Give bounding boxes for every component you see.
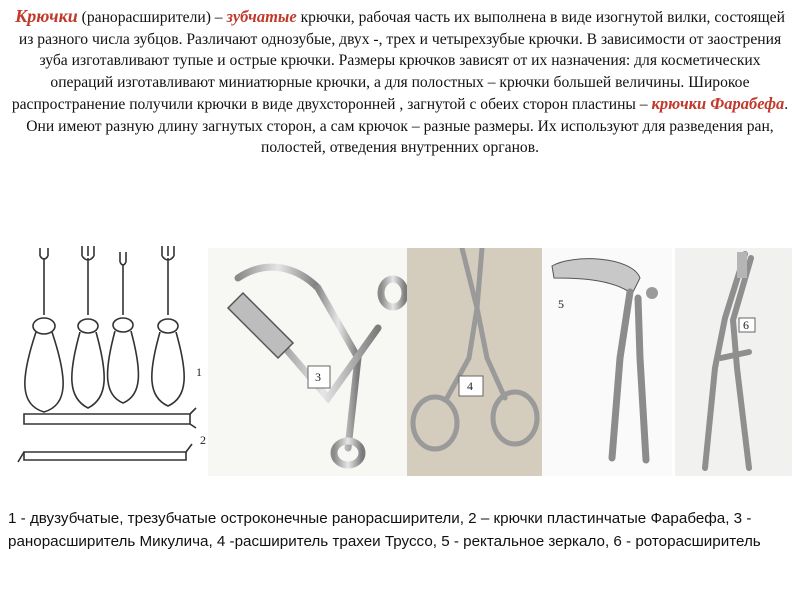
intro-paragraph xyxy=(8,6,792,159)
intro-emphasis-farabeuf: крючки Фарабефа xyxy=(651,94,785,113)
intro-emphasis-toothed: зубчатые xyxy=(226,7,297,26)
photo-rectal-speculum xyxy=(542,248,672,476)
intro-text-2: крючки, рабочая часть их выполнена в виде изогнутой вилки, состоящей из разного числа зубцов. Различают однозубые, двух -, трех и четырехзубые крючки. В зависимости от заострения зуба изготавливают тупые и острые крючки. Размеры крючков зависят от их назначения: для косметических операций изготавливают миниатюрные крючки, а для полостных – крючки большей величины. Широкое распространение получили крючки в виде двухсторонней , загнутой с обеих сторон пластины – xyxy=(11,9,785,113)
drawing-hooks-farabeuf xyxy=(10,240,210,480)
speculum-illustration xyxy=(542,248,672,476)
figure-caption: 1 - двузубчатые, трезубчатые остроконечные ранорасширители, 2 – крючки пластинчатые Фарабефа, 3 - ранорасширитель Микулича, 4 -расширитель трахеи Труссо, 5 - ректальное зеркало, 6 - роторасширитель xyxy=(8,510,761,550)
photo-mikulicz-retractor xyxy=(208,248,408,476)
page-title: Крючки xyxy=(15,6,78,26)
dilator-illustration xyxy=(407,248,542,476)
label-5: 5 xyxy=(558,297,564,311)
label-3: 3 xyxy=(315,370,321,384)
photo-trousseau-dilator xyxy=(407,248,542,476)
mouth-gag-illustration xyxy=(675,248,792,476)
photo-mouth-gag xyxy=(675,248,792,476)
retractor-illustration xyxy=(208,248,408,476)
hooks-line-drawing xyxy=(10,240,210,480)
intro-text-1: (ранорасширители) – xyxy=(77,9,227,26)
label-1: 1 xyxy=(196,365,202,379)
intro-text-3: . Они имеют разную длину загнутых сторон, а сам крючок – разные размеры. Их используют для разведения ран, полостей, отведения внутренних органов. xyxy=(26,96,789,156)
label-6: 6 xyxy=(743,318,749,332)
label-4: 4 xyxy=(467,379,473,393)
instrument-figures xyxy=(0,240,800,500)
label-2: 2 xyxy=(200,433,206,447)
